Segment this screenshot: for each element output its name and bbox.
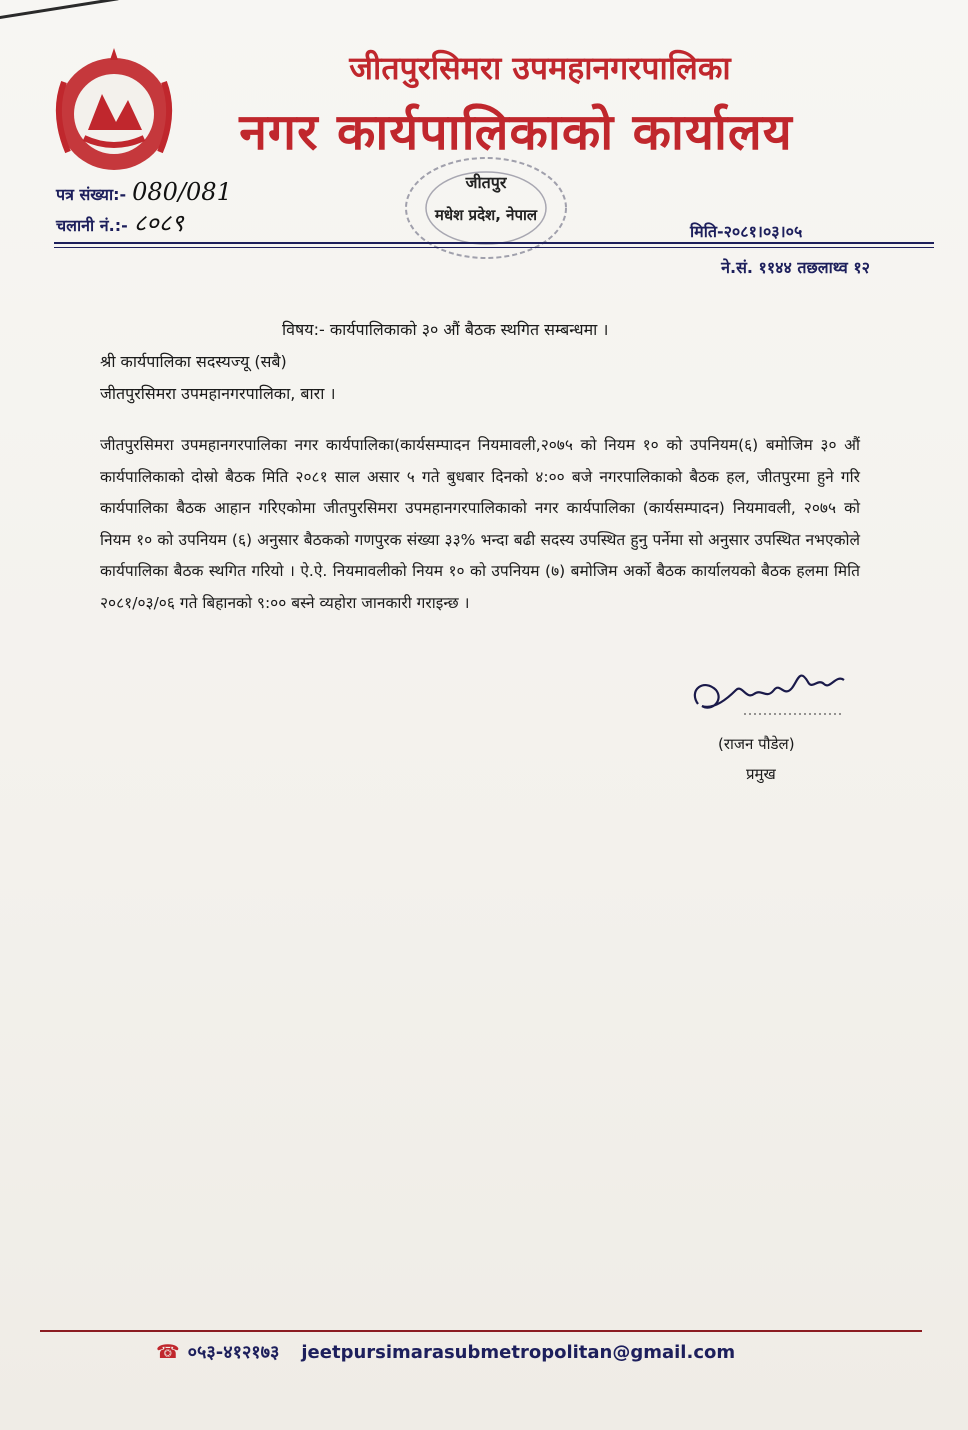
stamp-line-1: जीतपुर — [465, 173, 507, 192]
stamp-line-2: मधेश प्रदेश, नेपाल — [434, 206, 538, 224]
dispatch-label: चलानी नं.:- — [56, 216, 128, 235]
letter-subject: विषय:- कार्यपालिकाको ३० औं बैठक स्थगित सम्बन्धमा । — [282, 320, 609, 339]
signatory-name: (राजन पौडेल) — [718, 735, 795, 753]
signatory-title: प्रमुख — [746, 765, 776, 783]
footer-rule — [40, 1330, 922, 1332]
recipient-line-1: श्री कार्यपालिका सदस्यज्यू (सबै) — [100, 352, 287, 371]
phone-icon: ☎ — [156, 1341, 180, 1363]
header-rule — [54, 242, 934, 244]
footer-phone: ०५३-४१२१७३ — [187, 1342, 280, 1363]
signature-icon — [684, 660, 864, 724]
municipality-name: जीतपुरसिमरा उपमहानगरपालिका — [349, 49, 731, 87]
nepal-sambat-date: ने.सं. ११४४ तछलाथ्व १२ — [721, 258, 870, 277]
dispatch-number — [56, 206, 184, 239]
reference-number — [56, 178, 232, 206]
letter-date: मिति-२०८१।०३।०५ — [690, 222, 803, 241]
recipient-line-2: जीतपुरसिमरा उपमहानगरपालिका, बारा । — [100, 384, 336, 403]
footer-email[interactable]: jeetpursimarasubmetropolitan@gmail.com — [301, 1342, 736, 1363]
office-stamp — [396, 148, 576, 268]
reference-label: पत्र संख्या:- — [56, 185, 127, 204]
reference-value: 080/081 — [132, 178, 232, 206]
page-corner-mark — [0, 0, 119, 19]
office-name: नगर कार्यपालिकाको कार्यालय — [239, 103, 793, 161]
dispatch-value: ८०८९ — [133, 209, 184, 237]
emblem-icon — [44, 42, 184, 182]
letter-body: जीतपुरसिमरा उपमहानगरपालिका नगर कार्यपालिका(कार्यसम्पादन नियमावली,२०७५ को नियम १० को उपनियम(६) बमोजिम ३० औं कार्यपालिकाको दोस्रो बैठक मिति २०८१ साल असार ५ गते बुधबार दिनको ४:०० बजे नगरपालिकाको बैठक हल, जीतपुरमा हुने गरि कार्यपालिका बैठक आहान गरिएकोमा जीतपुरसिमरा उपमहानगरपालिकाको नगर कार्यपालिका (कार्यसम्पादन) नियमावली, २०७५ को नियम १० को उपनियम (६) अनुसार बैठकको गणपुरक संख्या ३३% भन्दा बढी सदस्य उपस्थित हुनु पर्नेमा सो अनुसार उपस्थित नभएकोले कार्यपालिका बैठक स्थगित गरियो । ऐ.ऐ. नियमावलीको नियम १० को उपनियम (७) बमोजिम अर्को बैठक कार्यालयको बैठक हलमा मिति २०८१/०३/०६ गते बिहानको ९:०० बस्ने व्यहोरा जानकारी गराइन्छ । — [100, 436, 860, 612]
header-rule-thin — [54, 247, 934, 248]
footer-contact — [156, 1340, 735, 1364]
